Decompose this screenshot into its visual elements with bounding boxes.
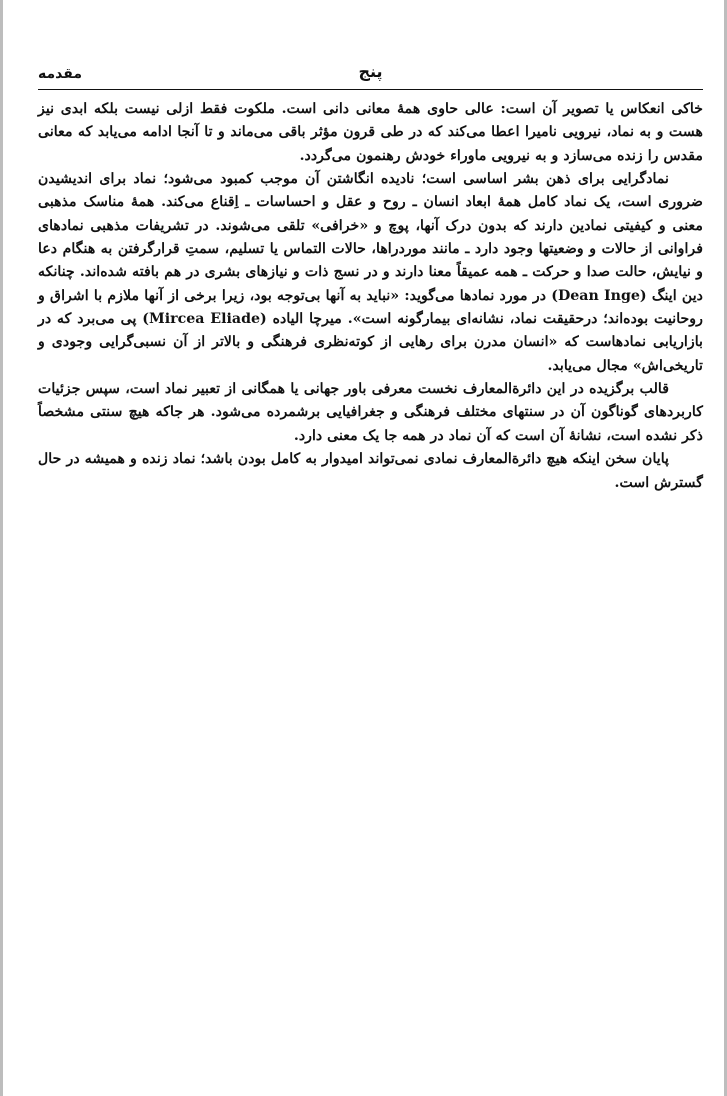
paragraph-symbolism: نمادگرایی برای ذهن بشر اساسی است؛ نادیده انگاشتن آن موجب کمبود می‌شود؛ نماد برای اندیشیدن ضروری است، یک نماد کامل همهٔ ابعاد انسان ـ روح و عقل و احساسات ـ اِقناع می‌کند. همهٔ مناسک مذهبی معنی و کیفیتی نمادین دارند که بدون درک آنها، پوچ و «خرافی» تلقی می‌شوند. در تشریفات مذهبی نمادهای فراوانی از حالات و وضعیتها وجود دارد ـ مانند موردراها، حالات التماس یا تسلیم، سمتِ قرارگرفتن به هنگام دعا و نیایش، حالت صدا و حرکت ـ همه عمیقاً معنا دارند و در نسج ذات و نیازهای بشری در هم بافته شده‌اند. چنانکه دین اینگ (Dean Inge) در مورد نمادها می‌گوید: «نباید به آنها بی‌توجه بود، زیرا برخی از آنها ملازم با اشراق و روحانیت بوده‌اند؛ درحقیقت نماد، نشانه‌ای بیمارگونه است». میرچا الیاده (Mircea Eliade) پی می‌برد که در بازاریابی نمادهاست که «انسان مدرن برای رهایی از کوته‌نظری فرهنگی و بالاتر از آن نسبی‌گرایی وجودی و تاریخی‌اش» مجال می‌یابد. [38, 171, 703, 374]
body-text [38, 98, 703, 495]
paragraph-continuation: خاکی انعکاس یا تصویر آن است: عالی حاوی همهٔ معانی دانی است. ملکوت فقط ازلی نیست بلکه ابدی نیز هست و به نماد، نیرویی نامیرا اعطا می‌کند که در طی قرون مؤثر باقی می‌ماند و تا آنجا ادامه می‌یابد که معانی مقدس را زنده می‌سازد و به نیرویی ماوراء خودش رهنمون می‌گردد. [38, 101, 703, 164]
book-page [38, 0, 703, 1096]
paragraph-conclusion: پایان سخن اینکه هیچ دائرةالمعارف نمادی نمی‌تواند امیدوار به کامل بودن باشد؛ نماد زنده و همیشه در حال گسترش است. [38, 451, 703, 491]
running-head [38, 62, 703, 86]
page-number: پنج [358, 62, 383, 81]
page-frame-left [0, 0, 3, 1096]
running-head-section: مقدمه [38, 66, 82, 82]
paragraph-format: قالب برگزیده در این دائرةالمعارف نخست معرفی باور جهانی یا همگانی از تعبیر نماد است، سپس جزئیات کاربردهای گوناگون آن در سنتهای مختلف فرهنگی و جغرافیایی برشمرده می‌شود. هر جاکه هیچ سنتی مشخصاً ذکر نشده است، نشانهٔ آن است که آن نماد در همه جا یک معنی دارد. [38, 381, 703, 444]
header-rule [38, 89, 703, 90]
